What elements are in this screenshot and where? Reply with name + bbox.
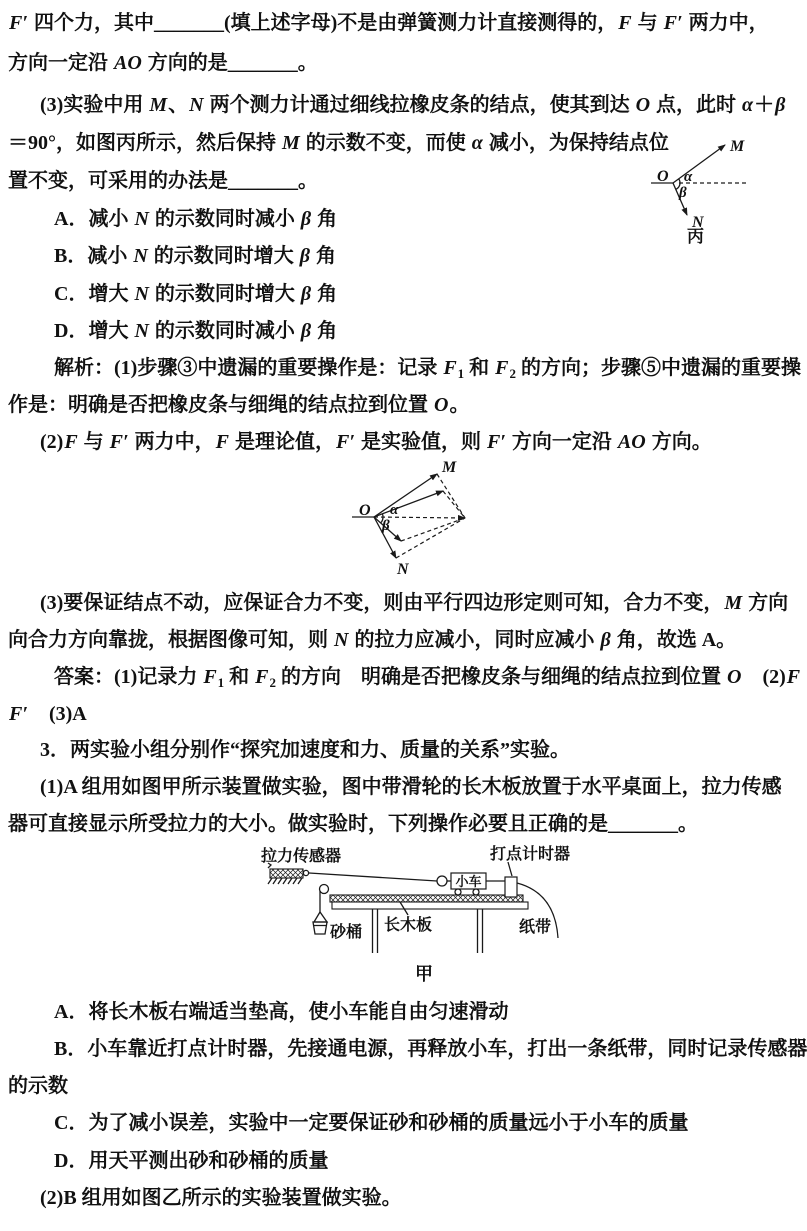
text-segment: C．为了减小误差，实验中一定要保证砂和砂桶的质量远小于小车的质量 bbox=[54, 1112, 689, 1134]
text-segment: 角 bbox=[312, 283, 338, 305]
text-segment: 与 bbox=[632, 12, 663, 34]
text-line bbox=[8, 392, 469, 418]
text-segment: 的方向 明确是否把橡皮条与细绳的结点拉到位置 bbox=[276, 666, 727, 688]
variable-text: M bbox=[149, 94, 168, 116]
text-segment: (1)A 组用如图甲所示装置做实验，图中带滑轮的长木板放置于水平桌面上，拉力传感 bbox=[40, 776, 782, 798]
variable-text: F′ bbox=[9, 12, 28, 34]
variable-text: F′ bbox=[109, 431, 129, 453]
text-line bbox=[40, 737, 570, 763]
text-segment: 的示数不变，而使 bbox=[300, 132, 471, 154]
text-segment: 的示数同时减小 bbox=[149, 320, 300, 342]
variable-text: α bbox=[742, 94, 754, 116]
variable-text: F bbox=[64, 431, 78, 453]
vector-m2-arrow bbox=[374, 491, 443, 517]
variable-text: β bbox=[300, 283, 312, 305]
figure-bing-caption: 丙 bbox=[687, 227, 704, 246]
timer-label: 打点计时器 bbox=[490, 846, 571, 863]
variable-text: F bbox=[443, 357, 457, 379]
long-board bbox=[330, 895, 523, 902]
label-alpha: α bbox=[684, 169, 693, 185]
text-segment: 点，此时 bbox=[651, 94, 742, 116]
text-line bbox=[40, 92, 786, 118]
text-segment: 和 bbox=[224, 666, 255, 688]
text-segment: (3)要保证结点不动，应保证合力不变，则由平行四边形定则可知，合力不变， bbox=[40, 592, 724, 614]
text-segment: B．减小 bbox=[54, 245, 133, 267]
text-segment: 作是：明确是否把橡皮条与细绳的结点拉到位置 bbox=[8, 394, 433, 416]
variable-text: β bbox=[600, 629, 611, 651]
text-segment: 2 bbox=[269, 675, 277, 690]
variable-text: F bbox=[618, 12, 632, 34]
text-segment: 的示数 bbox=[8, 1075, 68, 1097]
text-line bbox=[40, 429, 712, 455]
variable-text: M bbox=[282, 132, 300, 154]
text-segment: 两力中， bbox=[129, 431, 215, 453]
text-segment: 两个测力计通过细线拉橡皮条的结点，使其到达 bbox=[204, 94, 635, 116]
label-m: M bbox=[442, 459, 457, 476]
text-segment: 3．两实验小组分别作“探究加速度和力、质量的关系”实验。 bbox=[40, 739, 570, 761]
variable-text: AO bbox=[617, 431, 646, 453]
cart-wheel bbox=[473, 889, 479, 895]
variable-text: AO bbox=[114, 52, 142, 74]
text-segment: 方向。 bbox=[646, 431, 712, 453]
text-line bbox=[8, 10, 769, 36]
tape-label: 纸带 bbox=[519, 919, 552, 936]
vector-m-arrow bbox=[673, 145, 725, 183]
text-line bbox=[54, 206, 337, 232]
label-beta: β bbox=[679, 185, 687, 201]
text-segment: 置不变，可采用的办法是_______。 bbox=[8, 170, 318, 192]
text-segment: B．小车靠近打点计时器，先接通电源，再释放小车，打出一条纸带，同时记录传感器 bbox=[54, 1038, 807, 1060]
timer-body bbox=[505, 877, 517, 897]
text-segment: 角，故选 A。 bbox=[611, 629, 737, 651]
vector-m-arrow bbox=[374, 474, 437, 517]
cart-wheel bbox=[455, 889, 461, 895]
text-line bbox=[54, 318, 337, 344]
text-segment: A．将长木板右端适当垫高，使小车能自由匀速滑动 bbox=[54, 1001, 509, 1023]
text-segment: 1 bbox=[217, 675, 225, 690]
variable-text: β bbox=[299, 245, 311, 267]
text-segment: 角 bbox=[312, 208, 338, 230]
text-segment: 向合力方向靠拢，根据图像可知，则 bbox=[8, 629, 333, 651]
figure-bing-vectors bbox=[645, 136, 780, 248]
cart-label: 小车 bbox=[455, 874, 482, 889]
text-line bbox=[8, 701, 87, 727]
text-segment: (2) bbox=[742, 666, 786, 688]
text-segment: (3)A bbox=[28, 703, 87, 725]
text-segment: 的示数同时减小 bbox=[149, 208, 300, 230]
label-o: O bbox=[657, 168, 669, 185]
text-line bbox=[8, 627, 736, 653]
text-segment: 角 bbox=[311, 245, 337, 267]
variable-text: F bbox=[495, 357, 509, 379]
alpha-arc bbox=[382, 514, 383, 517]
text-segment: ＋ bbox=[754, 94, 775, 116]
variable-text: F bbox=[786, 666, 801, 688]
figure-parallelogram bbox=[338, 458, 486, 583]
table-top bbox=[332, 902, 528, 909]
board-label: 长木板 bbox=[384, 917, 433, 934]
text-segment: C．增大 bbox=[54, 283, 134, 305]
text-line bbox=[8, 1073, 68, 1099]
text-line bbox=[54, 1148, 328, 1174]
text-segment: ＝90°，如图丙所示，然后保持 bbox=[8, 132, 281, 154]
text-segment: 两力中， bbox=[683, 12, 769, 34]
text-line bbox=[54, 243, 336, 269]
text-line bbox=[54, 1110, 688, 1136]
variable-text: N bbox=[133, 245, 148, 267]
text-segment: (1)步骤③中遗漏的重要操作是：记录 bbox=[114, 357, 443, 379]
variable-text: β bbox=[300, 208, 312, 230]
text-segment: 方向一定沿 bbox=[8, 52, 113, 74]
text-segment: 四个力，其中_______(填上述字母)不是由弹簧测力计直接测得的， bbox=[28, 12, 618, 34]
text-line bbox=[54, 999, 508, 1025]
figure-apparatus-jia bbox=[253, 845, 583, 985]
text-segment: D．用天平测出砂和砂桶的质量 bbox=[54, 1150, 329, 1172]
text-segment: 解析： bbox=[54, 357, 114, 379]
text-segment: 1 bbox=[457, 366, 465, 381]
figure-jia-caption: 甲 bbox=[415, 964, 433, 984]
variable-text: F′ bbox=[486, 431, 506, 453]
text-segment: 器可直接显示所受拉力的大小。做实验时，下列操作必要且正确的是_______。 bbox=[8, 813, 698, 835]
label-o: O bbox=[359, 502, 371, 519]
label-m: M bbox=[730, 138, 745, 155]
bucket-handle bbox=[314, 912, 327, 922]
variable-text: F′ bbox=[663, 12, 683, 34]
text-segment: 减小，为保持结点位 bbox=[483, 132, 669, 154]
pulley-and-bucket bbox=[313, 885, 329, 935]
text-segment: 的示数同时增大 bbox=[149, 283, 300, 305]
variable-text: M bbox=[724, 592, 743, 614]
wall-hatching bbox=[268, 878, 302, 884]
text-segment: 方向一定沿 bbox=[506, 431, 617, 453]
variable-text: β bbox=[300, 320, 312, 342]
text-segment: (2)B 组用如图乙所示的实验装置做实验。 bbox=[40, 1187, 402, 1209]
variable-text: F bbox=[255, 666, 269, 688]
variable-text: α bbox=[471, 132, 483, 154]
variable-text: F′ bbox=[9, 703, 28, 725]
text-segment: 和 bbox=[464, 357, 495, 379]
text-segment: D．增大 bbox=[54, 320, 134, 342]
text-segment: 2 bbox=[509, 366, 517, 381]
text-line bbox=[8, 50, 318, 76]
variable-text: F′ bbox=[335, 431, 355, 453]
text-segment: (1)记录力 bbox=[114, 666, 203, 688]
text-segment: (3)实验中用 bbox=[40, 94, 149, 116]
text-segment: 的方向；步骤⑤中遗漏的重要操 bbox=[516, 357, 802, 379]
text-segment: 角 bbox=[312, 320, 338, 342]
timer-pointer bbox=[508, 862, 512, 876]
text-line bbox=[40, 590, 788, 616]
text-line bbox=[8, 168, 318, 194]
text-segment: 方向 bbox=[743, 592, 789, 614]
variable-text: N bbox=[134, 283, 149, 305]
variable-text: O bbox=[635, 94, 651, 116]
text-line bbox=[8, 130, 669, 156]
text-segment: 的示数同时增大 bbox=[148, 245, 299, 267]
variable-text: O bbox=[434, 394, 449, 416]
text-line bbox=[54, 355, 801, 383]
text-line bbox=[54, 1036, 807, 1062]
label-alpha: α bbox=[390, 502, 399, 518]
text-segment: 是理论值， bbox=[229, 431, 335, 453]
text-segment: (2) bbox=[40, 431, 64, 453]
variable-text: N bbox=[134, 320, 149, 342]
variable-text: F bbox=[203, 666, 217, 688]
variable-text: N bbox=[189, 94, 204, 116]
text-segment: 是实验值，则 bbox=[355, 431, 486, 453]
text-segment: 答案： bbox=[54, 666, 114, 688]
label-n: N bbox=[397, 561, 409, 578]
text-segment: A．减小 bbox=[54, 208, 134, 230]
label-beta: β bbox=[382, 518, 390, 534]
table-leg-left bbox=[373, 909, 378, 953]
string-to-cart bbox=[309, 873, 437, 881]
force-sensor bbox=[268, 863, 309, 884]
text-segment: 与 bbox=[78, 431, 109, 453]
sensor-label: 拉力传感器 bbox=[261, 848, 342, 865]
variable-text: F bbox=[215, 431, 229, 453]
text-line bbox=[54, 281, 337, 307]
text-segment: 、 bbox=[168, 94, 189, 116]
pulley bbox=[320, 885, 329, 894]
label-n: N bbox=[692, 214, 704, 231]
variable-text: β bbox=[775, 94, 786, 116]
variable-text: N bbox=[334, 629, 349, 651]
table-leg-right bbox=[478, 909, 483, 953]
bucket-body bbox=[313, 922, 327, 934]
text-line bbox=[8, 811, 698, 837]
text-line bbox=[40, 774, 782, 800]
text-segment: 方向的是_______。 bbox=[142, 52, 318, 74]
variable-text: O bbox=[727, 666, 742, 688]
link-ring bbox=[437, 876, 447, 886]
text-segment: 的拉力应减小，同时应减小 bbox=[349, 629, 600, 651]
text-line bbox=[54, 664, 801, 692]
text-segment: 。 bbox=[449, 394, 470, 416]
variable-text: N bbox=[134, 208, 149, 230]
bucket-label: 砂桶 bbox=[330, 924, 363, 941]
text-line bbox=[40, 1185, 402, 1211]
